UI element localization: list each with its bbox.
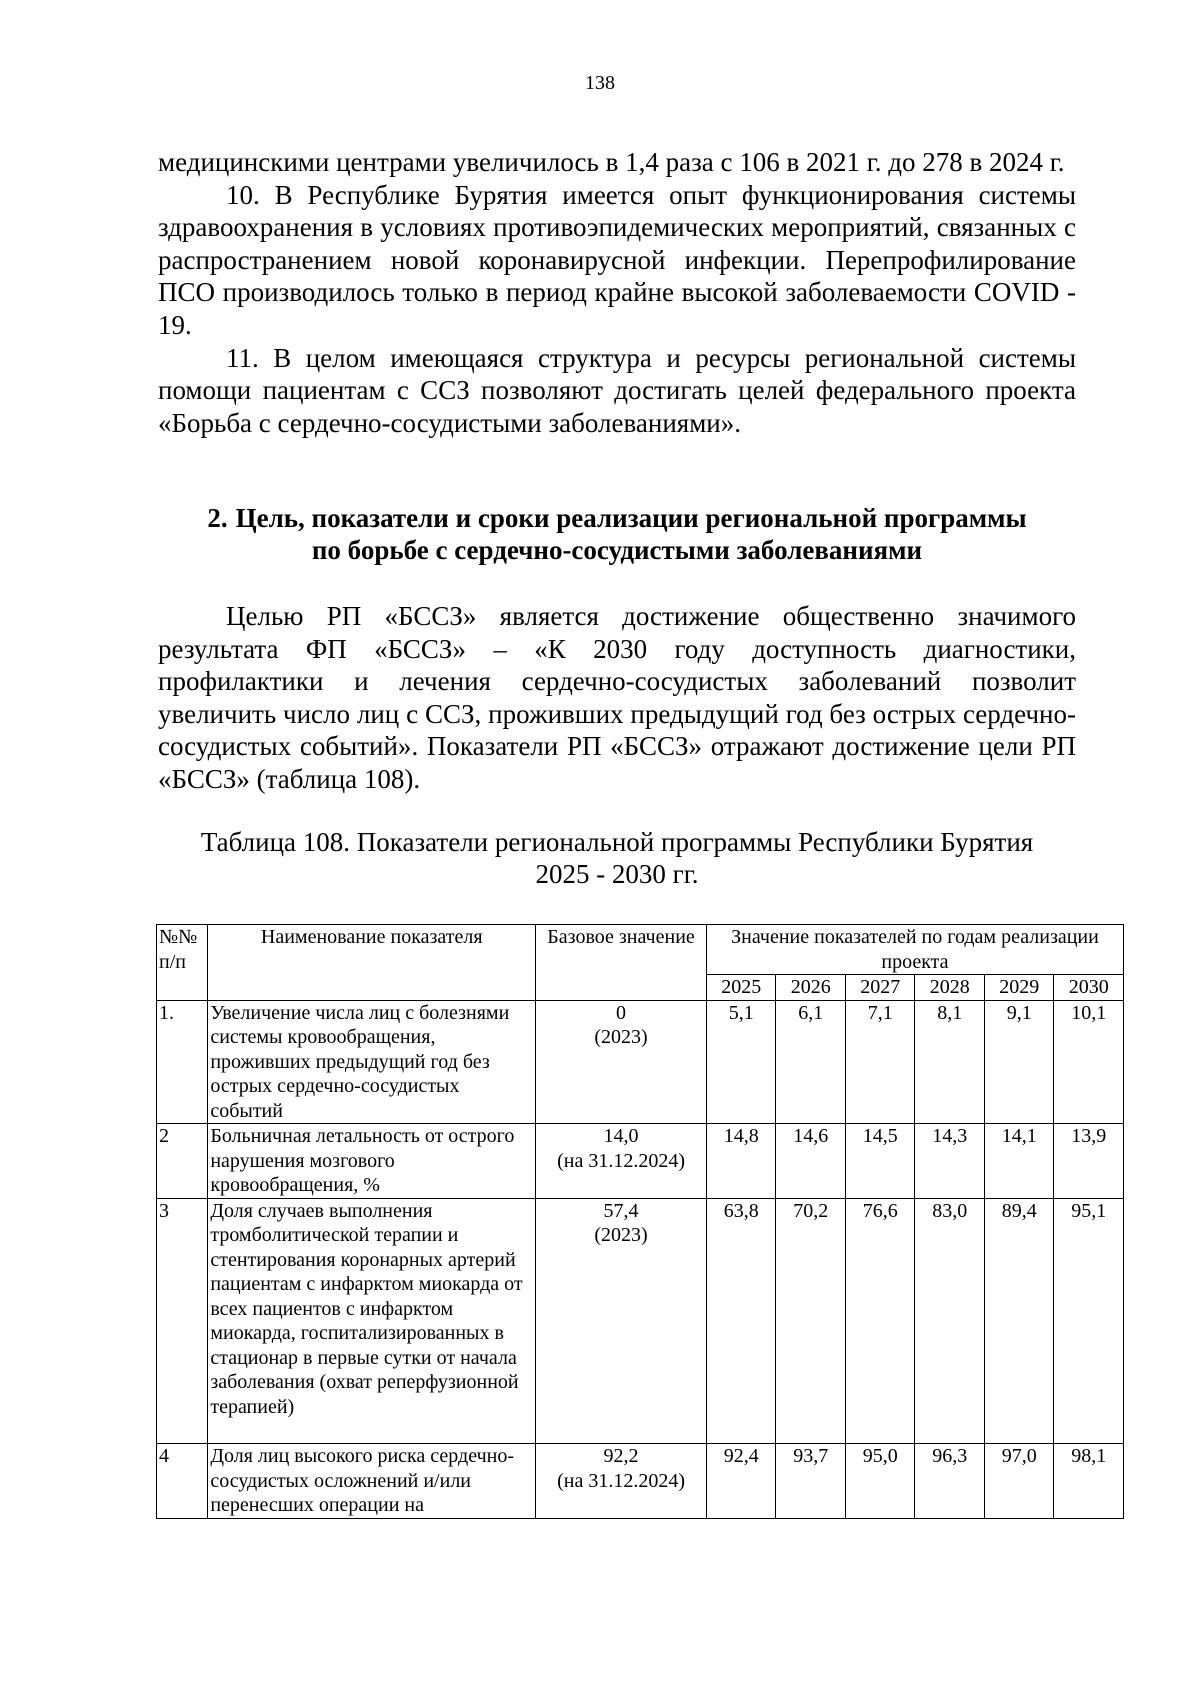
header-year: 2027 — [845, 975, 915, 1001]
table-row — [157, 1198, 1124, 1444]
row-value: 97,0 — [984, 1444, 1054, 1519]
header-year: 2030 — [1054, 975, 1124, 1001]
row-num: 3 — [157, 1198, 208, 1444]
row-base — [536, 1124, 707, 1199]
row-value: 92,4 — [706, 1444, 776, 1519]
paragraph-continuation: медицинскими центрами увеличилось в 1,4 раза с 106 в 2021 г. до 278 в 2024 г. — [158, 147, 1065, 177]
row-value: 14,3 — [915, 1124, 985, 1199]
row-num: 4 — [157, 1444, 208, 1519]
row-name: Доля лиц высокого риска сердечно-сосудистых осложнений и/или перенесших операции на — [208, 1444, 536, 1519]
row-value: 7,1 — [845, 1000, 915, 1124]
header-year: 2025 — [706, 975, 776, 1001]
row-value: 13,9 — [1054, 1124, 1124, 1199]
row-value: 70,2 — [776, 1198, 846, 1444]
row-value: 5,1 — [706, 1000, 776, 1124]
row-num: 1. — [157, 1000, 208, 1124]
row-value: 76,6 — [845, 1198, 915, 1444]
header-base: Базовое значение — [536, 925, 707, 1001]
section-heading — [158, 502, 1076, 566]
table-row — [157, 1000, 1124, 1124]
base-date: (на 31.12.2024) — [557, 1469, 685, 1492]
table-caption-line2: 2025 - 2030 гг. — [535, 859, 699, 889]
row-value: 83,0 — [915, 1198, 985, 1444]
row-name: Увеличение числа лиц с болезнями системы кровообращения, проживших предыдущий год без острых сердечно-сосудистых событий — [208, 1000, 536, 1124]
table-caption — [158, 826, 1076, 890]
table-row — [157, 1124, 1124, 1199]
row-value: 14,5 — [845, 1124, 915, 1199]
row-name: Доля случаев выполнения тромболитической терапии и стентирования коронарных артерий пациентам с инфарктом миокарда от всех пациентов с инфарктом миокарда, госпитализированных в стационар в первые сутки от начала заболевания (охват реперфузионной терапией) — [208, 1198, 536, 1444]
row-value: 95,1 — [1054, 1198, 1124, 1444]
intro-text — [158, 146, 1076, 439]
goal-paragraph: Целью РП «БССЗ» является достижение общественно значимого результата ФП «БССЗ» – «К 2030 году доступность диагностики, профилактики и лечения сердечно-сосудистых заболеваний позволит увеличить число лиц с ССЗ, проживших предыдущий год без острых сердечно-сосудистых событий». Показатели РП «БССЗ» отражают достижение цели РП «БССЗ» (таблица 108). — [158, 601, 1076, 794]
row-value: 14,8 — [706, 1124, 776, 1199]
base-date: (на 31.12.2024) — [557, 1149, 685, 1172]
base-value: 57,4 — [603, 1199, 639, 1222]
base-date: (2023) — [594, 1224, 648, 1246]
row-base — [536, 1444, 707, 1519]
base-value: 14,0 — [603, 1125, 639, 1147]
header-years-group: Значение показателей по годам реализации проекта — [706, 925, 1123, 975]
row-num: 2 — [157, 1124, 208, 1199]
row-value: 14,6 — [776, 1124, 846, 1199]
row-value: 96,3 — [915, 1444, 985, 1519]
row-value: 63,8 — [706, 1198, 776, 1444]
header-num: №№ п/п — [157, 925, 208, 1001]
base-date: (2023) — [594, 1026, 648, 1048]
section-number: 2. — [207, 503, 228, 533]
header-year: 2029 — [984, 975, 1054, 1001]
row-value: 8,1 — [915, 1000, 985, 1124]
row-value: 10,1 — [1054, 1000, 1124, 1124]
header-year: 2026 — [776, 975, 846, 1001]
row-value: 93,7 — [776, 1444, 846, 1519]
row-value: 89,4 — [984, 1198, 1054, 1444]
header-year: 2028 — [915, 975, 985, 1001]
row-base — [536, 1000, 707, 1124]
paragraph-11: 11. В целом имеющаяся структура и ресурсы региональной системы помощи пациентам с ССЗ позволяют достигать целей федерального проекта «Борьба с сердечно-сосудистыми заболеваниями». — [158, 342, 1076, 438]
row-value: 14,1 — [984, 1124, 1054, 1199]
header-name: Наименование показателя — [208, 925, 536, 1001]
table-row — [157, 1444, 1124, 1519]
indicators-table — [156, 924, 1124, 1519]
base-value: 92,2 — [603, 1445, 639, 1467]
table-caption-line1: Таблица 108. Показатели региональной программы Республики Бурятия — [200, 827, 1034, 857]
paragraph-10: 10. В Республике Бурятия имеется опыт функционирования системы здравоохранения в условиях противоэпидемических мероприятий, связанных с распространением новой коронавирусной инфекции. Перепрофилирование ПСО производилось только в период крайне высокой заболеваемости COVID - 19. — [158, 179, 1076, 340]
row-value: 6,1 — [776, 1000, 846, 1124]
base-value: 0 — [616, 1001, 627, 1024]
row-value: 98,1 — [1054, 1444, 1124, 1519]
row-value: 95,0 — [845, 1444, 915, 1519]
row-base — [536, 1198, 707, 1444]
section-title-line2: по борьбе с сердечно-сосудистыми заболеваниями — [311, 535, 923, 565]
goal-text — [158, 600, 1076, 796]
page-number: 138 — [585, 72, 615, 94]
row-name: Больничная летальность от острого нарушения мозгового кровообращения, % — [208, 1124, 536, 1199]
section-title-line1: Цель, показатели и сроки реализации региональной программы — [235, 503, 1027, 533]
row-value: 9,1 — [984, 1000, 1054, 1124]
